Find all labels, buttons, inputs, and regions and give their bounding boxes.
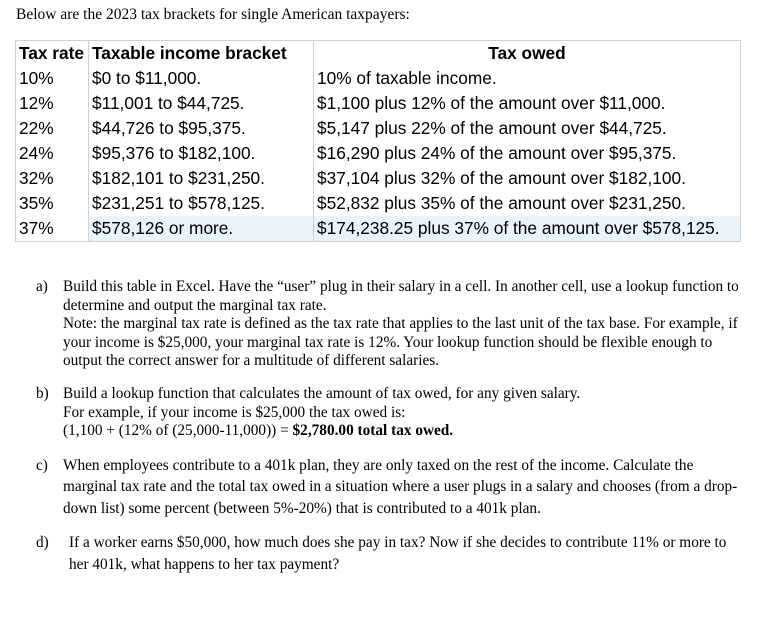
cell-owed: $1,100 plus 12% of the amount over $11,000. — [317, 93, 666, 113]
cell-bracket: $182,101 to $231,250. — [89, 166, 314, 191]
cell-bracket: $44,726 to $95,375. — [89, 116, 314, 141]
header-income-bracket: Taxable income bracket — [89, 41, 314, 67]
question-letter: d) — [36, 534, 49, 552]
question-b-text: Build a lookup function that calculates the amount of tax owed, for any given salary. — [63, 384, 581, 402]
tax-bracket-table — [15, 40, 741, 242]
intro-text: Below are the 2023 tax brackets for single American taxpayers: — [16, 6, 410, 23]
question-letter: c) — [36, 456, 48, 474]
table-row — [16, 116, 741, 141]
question-d — [36, 532, 741, 575]
question-a-note: Note: the marginal tax rate is defined as the tax rate that applies to the last unit of the tax base. For example, if your income is $25,000, your marginal tax rate is 12%. Your lookup function should be flexible enough to output the correct answer for a multitude of different salaries. — [63, 315, 738, 370]
cell-rate: 37% — [16, 216, 89, 242]
question-letter: a) — [36, 278, 48, 295]
cell-bracket: $11,001 to $44,725. — [89, 91, 314, 116]
question-d-text: If a worker earns $50,000, how much does she pay in tax? Now if she decides to contribute 11% or more to her 401k, what happens to her tax payment? — [69, 534, 727, 573]
table-row — [16, 91, 741, 116]
question-c-text: When employees contribute to a 401k plan, they are only taxed on the rest of the income. Calculate the marginal tax rate and the total tax owed in a situation where a user plugs in a salary and chooses (from a drop-down list) some percent (between 5%-20%) that is contributed to a 401k plan. — [63, 456, 738, 517]
cell-owed: $37,104 plus 32% of the amount over $182,100. — [317, 168, 686, 188]
cell-owed: $16,290 plus 24% of the amount over $95,375. — [317, 143, 677, 163]
question-list — [36, 278, 741, 575]
cell-rate: 24% — [16, 141, 89, 166]
calculation-result: $2,780.00 total tax owed. — [292, 422, 454, 440]
cell-rate: 10% — [16, 66, 89, 91]
question-a — [36, 278, 741, 371]
question-a-text: Build this table in Excel. Have the “user” plug in their salary in a cell. In another cell, use a lookup function to determine and output the marginal tax rate. — [63, 278, 739, 314]
question-b-example: For example, if your income is $25,000 the tax owed is: — [63, 403, 406, 421]
question-letter: b) — [36, 384, 49, 402]
calculation-expression: (1,100 + (12% of (25,000-11,000)) = — [63, 422, 293, 440]
table-row — [16, 191, 741, 216]
cell-rate: 32% — [16, 166, 89, 191]
cell-bracket: $578,126 or more. — [89, 216, 314, 242]
cell-rate: 35% — [16, 191, 89, 216]
cell-bracket: $95,376 to $182,100. — [89, 141, 314, 166]
cell-bracket: $0 to $11,000. — [89, 66, 314, 91]
cell-owed: 10% of taxable income. — [317, 68, 497, 88]
cell-owed: $52,832 plus 35% of the amount over $231,250. — [317, 193, 686, 213]
table-row — [16, 66, 741, 91]
header-tax-rate: Tax rate — [16, 41, 89, 67]
table-row — [16, 166, 741, 191]
cell-rate: 22% — [16, 116, 89, 141]
header-tax-owed: Tax owed — [488, 43, 566, 63]
table-row — [16, 141, 741, 166]
table-row — [16, 216, 741, 242]
cell-rate: 12% — [16, 91, 89, 116]
question-b-calculation — [63, 422, 741, 441]
cell-owed: $5,147 plus 22% of the amount over $44,725. — [317, 118, 667, 138]
cell-bracket: $231,251 to $578,125. — [89, 191, 314, 216]
question-b — [36, 385, 741, 441]
table-header-row — [16, 41, 741, 67]
question-c — [36, 455, 741, 520]
cell-owed: $174,238.25 plus 37% of the amount over $578,125. — [314, 216, 741, 242]
